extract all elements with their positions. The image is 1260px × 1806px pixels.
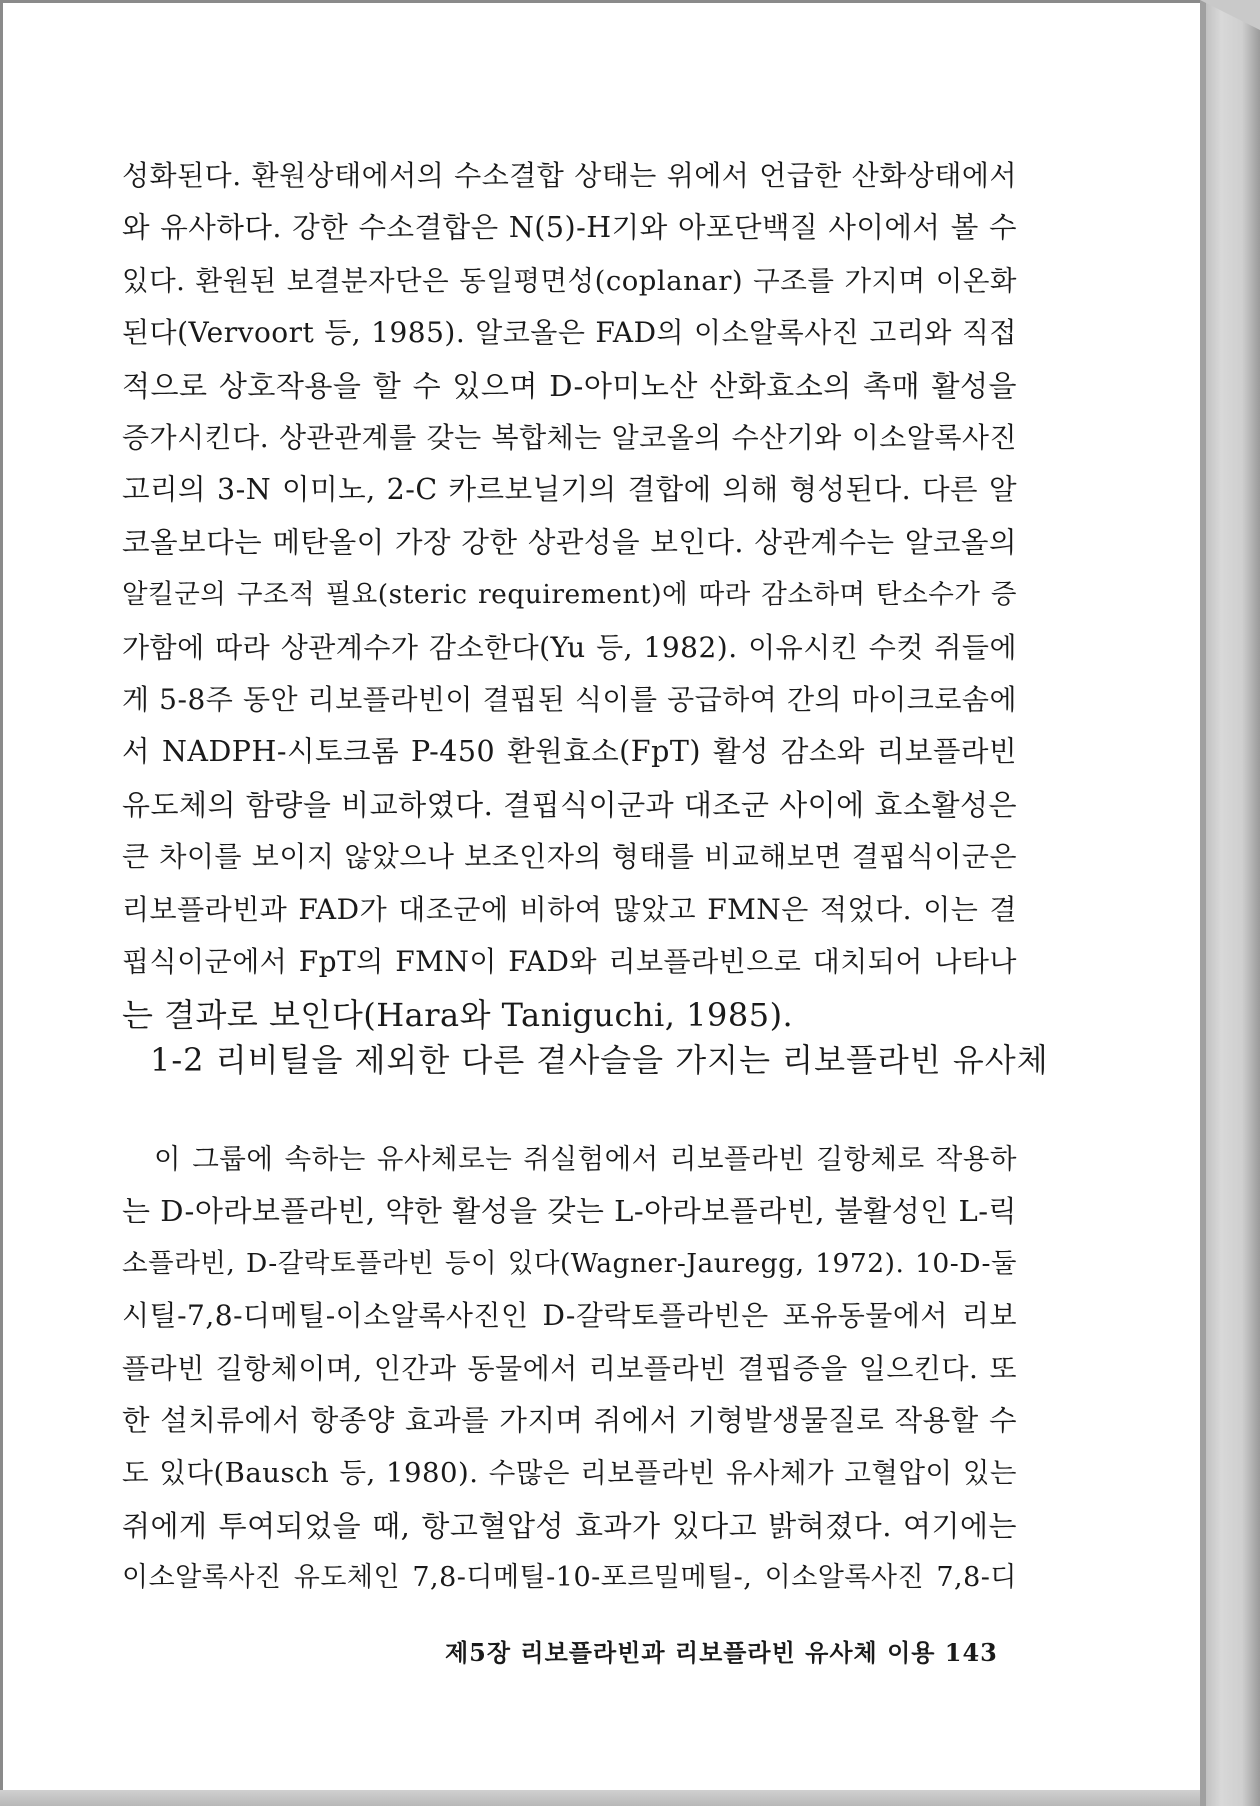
text-line: 알킬군의 구조적 필요(steric requirement)에 따라 감소하며 탄소수가 증: [122, 579, 1017, 611]
text-line: 가함에 따라 상관계수가 감소한다(Yu 등, 1982). 이유시킨 수컷 쥐들에: [122, 630, 1017, 664]
text-line: 핍식이군에서 FpT의 FMN이 FAD와 리보플라빈으로 대치되어 나타나: [122, 945, 1017, 979]
text-line: 도 있다(Bausch 등, 1980). 수많은 리보플라빈 유사체가 고혈압이 있는: [122, 1457, 1017, 1490]
page-edge-bottom: [0, 1790, 1200, 1806]
text-line: 리보플라빈과 FAD가 대조군에 비하여 많았고 FMN은 적었다. 이는 결: [122, 892, 1017, 926]
page-footer: 제5장 리보플라빈과 리보플라빈 유사체 이용 143: [445, 1638, 998, 1667]
paragraph-2: [122, 1133, 1017, 1605]
text-line: 와 유사하다. 강한 수소결합은 N(5)-H기와 아포단백질 사이에서 볼 수: [122, 211, 1017, 245]
text-line: 시틸-7,8-디메틸-이소알록사진인 D-갈락토플라빈은 포유동물에서 리보: [122, 1299, 1017, 1333]
text-line: 코올보다는 메탄올이 가장 강한 상관성을 보인다. 상관계수는 알코올의: [122, 525, 1017, 559]
text-line: 큰 차이를 보이지 않았으나 보조인자의 형태를 비교해보면 결핍식이군은: [122, 840, 1017, 874]
text-line: 서 NADPH-시토크롬 P-450 환원효소(FpT) 활성 감소와 리보플라빈: [122, 735, 1017, 769]
text-line: 는 결과로 보인다(Hara와 Taniguchi, 1985).: [122, 995, 794, 1034]
text-line: 이 그룹에 속하는 유사체로는 쥐실험에서 리보플라빈 길항체로 작용하: [154, 1143, 1017, 1175]
text-line: 게 5-8주 동안 리보플라빈이 결핍된 식이를 공급하여 간의 마이크로솜에: [122, 683, 1017, 717]
text-line: 한 설치류에서 항종양 효과를 가지며 쥐에서 기형발생물질로 작용할 수: [122, 1404, 1017, 1438]
text-line: 이소알록사진 유도체인 7,8-디메틸-10-포르밀메틸-, 이소알록사진 7,8-디: [122, 1562, 1017, 1594]
text-line: 소플라빈, D-갈락토플라빈 등이 있다(Wagner-Jauregg, 1972). 10-D-둘: [122, 1247, 1017, 1279]
text-line: 쥐에게 투여되었을 때, 항고혈압성 효과가 있다고 밝혀졌다. 여기에는: [122, 1508, 1017, 1543]
text-line: 는 D-아라보플라빈, 약한 활성을 갖는 L-아라보플라빈, 불활성인 L-릭: [122, 1194, 1018, 1229]
page-edge-right: [1200, 0, 1260, 1806]
text-line: 된다(Vervoort 등, 1985). 알코올은 FAD의 이소알록사진 고리와 직접: [122, 316, 1017, 350]
text-line: 유도체의 함량을 비교하였다. 결핍식이군과 대조군 사이에 효소활성은: [122, 787, 1017, 822]
text-line: 플라빈 길항체이며, 인간과 동물에서 리보플라빈 결핍증을 일으킨다. 또: [122, 1351, 1017, 1385]
text-line: 적으로 상호작용을 할 수 있으며 D-아미노산 산화효소의 촉매 활성을: [122, 368, 1017, 403]
text-line: 있다. 환원된 보결분자단은 동일평면성(coplanar) 구조를 가지며 이온화: [122, 264, 1017, 297]
text-line: 고리의 3-N 이미노, 2-C 카르보닐기의 결합에 의해 형성된다. 다른 알: [122, 473, 1017, 507]
section-heading: 1-2 리비틸을 제외한 다른 곁사슬을 가지는 리보플라빈 유사체: [150, 1041, 1049, 1079]
text-line: 증가시킨다. 상관관계를 갖는 복합체는 알코올의 수산기와 이소알록사진: [122, 421, 1017, 455]
text-line: 성화된다. 환원상태에서의 수소결합 상태는 위에서 언급한 산화상태에서: [122, 159, 1017, 192]
paragraph-1: [122, 150, 1017, 1041]
